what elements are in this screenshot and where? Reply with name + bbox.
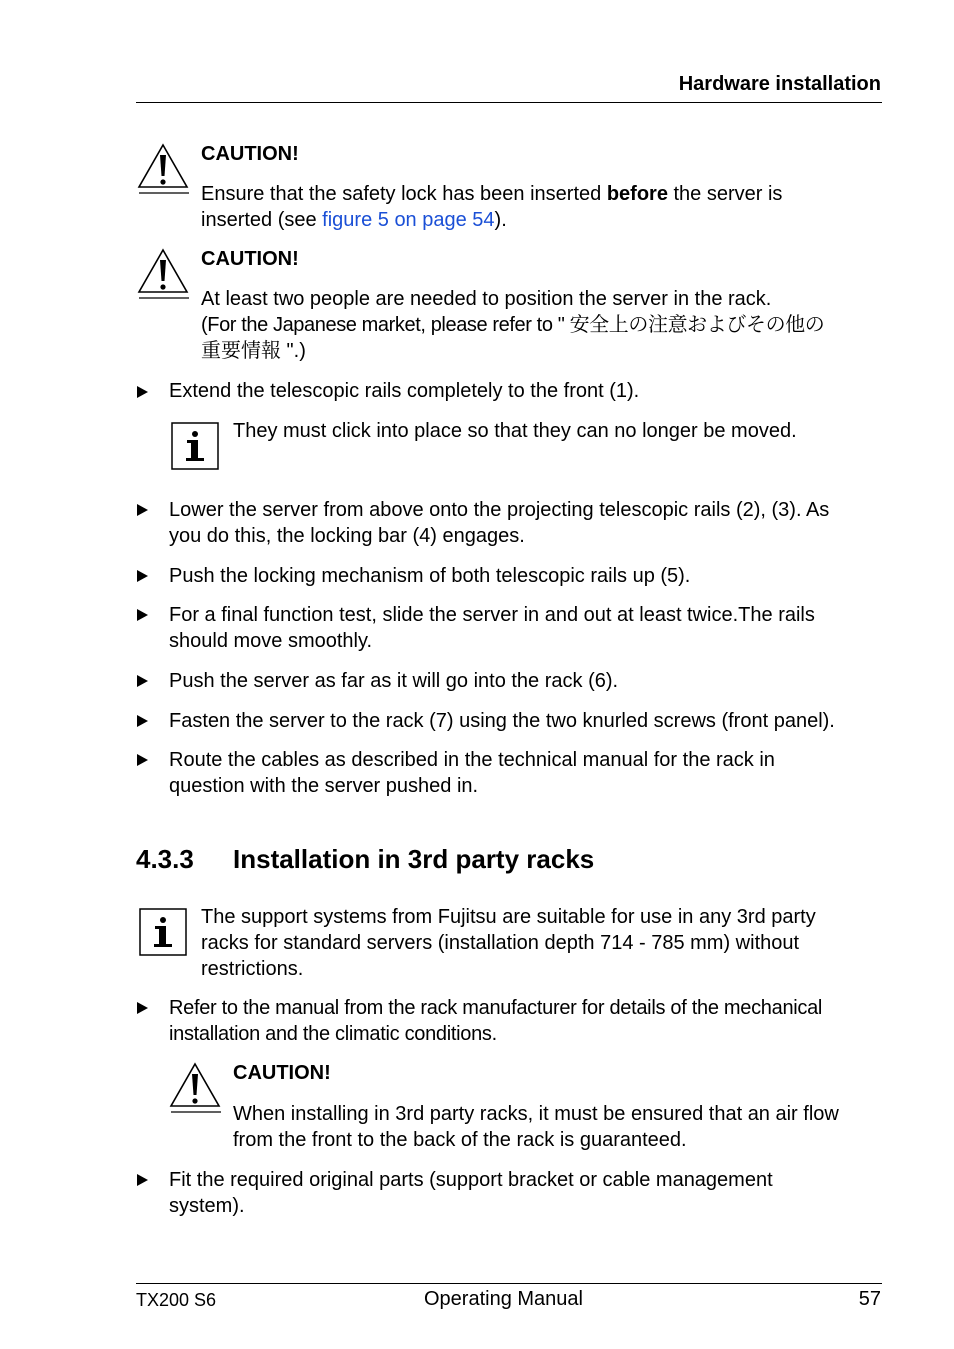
step-line: system). [169, 1195, 245, 1217]
step-line: question with the server pushed in. [169, 775, 479, 797]
triangle-bullet-icon [136, 569, 150, 583]
info-icon [139, 908, 185, 954]
caution-triangle-icon [168, 1062, 222, 1116]
step-line: Route the cables as described in the technical manual for the rack in [169, 749, 775, 771]
triangle-bullet-icon [136, 1001, 150, 1015]
caution-line: When installing in 3rd party racks, it must be ensured that an air flow [233, 1103, 839, 1125]
triangle-bullet-icon [136, 608, 150, 622]
step-line: should move smoothly. [169, 630, 373, 652]
instruction-step: Push the server as far as it will go into the rack (6). [169, 670, 619, 692]
header-rule [136, 102, 882, 103]
footer-rule [136, 1283, 882, 1284]
info-line: racks for standard servers (installation depth 714 - 785 mm) without [201, 932, 800, 954]
figure-reference-link[interactable]: figure 5 on page 54 [322, 209, 495, 231]
section-number: 4.3.3 [136, 844, 194, 874]
section-title: Installation in 3rd party racks [233, 844, 595, 874]
step-line: Refer to the manual from the rack manufacturer for details of the mechanical [169, 997, 823, 1019]
instruction-step: Fasten the server to the rack (7) using the two knurled screws (front panel). [169, 710, 835, 732]
info-icon [171, 422, 217, 468]
info-line: restrictions. [201, 958, 304, 980]
triangle-bullet-icon [136, 674, 150, 688]
footer-manual-title: Operating Manual [424, 1288, 583, 1310]
info-line: The support systems from Fujitsu are suitable for use in any 3rd party [201, 906, 816, 928]
triangle-bullet-icon [136, 1173, 150, 1187]
step-line: Fit the required original parts (support bracket or cable management [169, 1169, 773, 1191]
info-note: They must click into place so that they can no longer be moved. [233, 420, 797, 442]
caution-text [201, 181, 782, 207]
triangle-bullet-icon [136, 753, 150, 767]
triangle-bullet-icon [136, 714, 150, 728]
instruction-step [169, 1167, 773, 1219]
instruction-step: Extend the telescopic rails completely to the front (1). [169, 380, 640, 402]
caution-title: CAUTION! [201, 143, 299, 165]
step-line: Lower the server from above onto the projecting telescopic rails (2), (3). As [169, 499, 830, 521]
caution-text-part: Ensure that the safety lock has been inserted [201, 183, 607, 205]
caution-text-bold: before [606, 183, 668, 205]
caution-triangle-icon [136, 248, 190, 302]
caution-title: CAUTION! [233, 1062, 331, 1084]
caution-title: CAUTION! [201, 248, 299, 270]
instruction-step [169, 497, 829, 549]
caution-text-part: ). [494, 209, 507, 231]
page-number: 57 [858, 1288, 881, 1310]
triangle-bullet-icon [136, 385, 150, 399]
step-line: For a final function test, slide the server in and out at least twice.The rails [169, 604, 815, 626]
triangle-bullet-icon [136, 503, 150, 517]
step-line: you do this, the locking bar (4) engages. [169, 525, 525, 547]
caution-text-part: inserted (see [201, 209, 323, 231]
instruction-step [169, 747, 775, 799]
caution-text: (For the Japanese market, please refer to " 安全上の注意およびその他の [201, 314, 825, 336]
instruction-step [169, 602, 815, 654]
step-line: installation and the climatic conditions. [169, 1023, 497, 1045]
caution-text [233, 1101, 839, 1153]
caution-text: 重要情報 ".) [201, 340, 306, 362]
caution-text-line2 [201, 207, 507, 233]
running-header: Hardware installation [678, 73, 881, 95]
info-note [201, 904, 816, 982]
caution-line: from the front to the back of the rack is guaranteed. [233, 1129, 687, 1151]
caution-triangle-icon [136, 143, 190, 197]
caution-text: At least two people are needed to position the server in the rack. [201, 288, 772, 310]
instruction-step: Push the locking mechanism of both telescopic rails up (5). [169, 565, 691, 587]
caution-text-part: the server is [667, 183, 783, 205]
instruction-step [169, 995, 822, 1047]
footer-document-id: TX200 S6 [136, 1290, 217, 1310]
